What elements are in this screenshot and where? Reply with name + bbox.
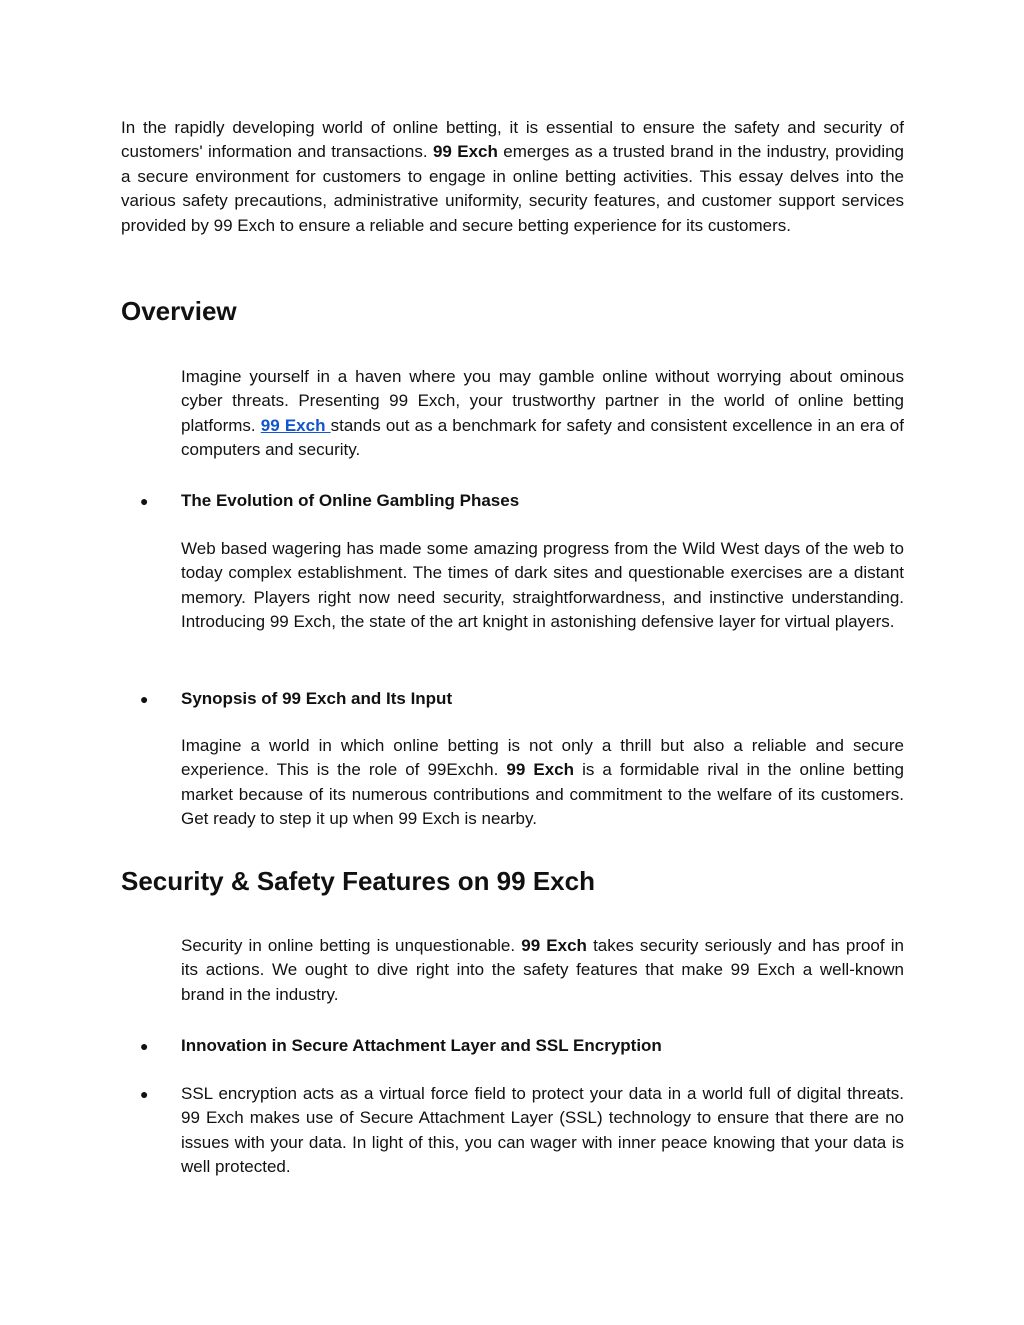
bullet-item-synopsis — [140, 687, 904, 711]
synopsis-text-end: is a formidable rival in the online betting market because of its numerous contributions and commitment to the welfare of its customers. Get ready to step it up when 99 Exch is nearby. — [181, 760, 905, 829]
bullet-item-ssl-text — [140, 1082, 904, 1180]
overview-text-start: Imagine yourself in a haven where you may gamble online without worrying about ominous cyber threats. Presenting 99 Exch, your trustworthy partner in the world of online betting platforms. — [181, 367, 904, 435]
bullet-dot-icon: ● — [140, 1086, 149, 1102]
bullet-heading-ssl: Innovation in Secure Attachment Layer and SSL Encryption — [181, 1036, 662, 1055]
brand-name-bold: 99 Exch — [432, 142, 498, 162]
brand-link[interactable]: 99 Exch — [260, 415, 331, 435]
brand-name-bold: 99 Exch — [521, 936, 587, 955]
bullet-dot-icon: ● — [140, 1038, 149, 1054]
overview-text-end: stands out as a benchmark for safety and consistent excellence in an era of computers and security. — [181, 415, 904, 460]
security-paragraph — [181, 934, 904, 1007]
security-text-end: takes security seriously and has proof in its actions. We ought to dive right into the safety features that make 99 Exch a well-known brand in the industry. — [181, 936, 904, 1004]
intro-text-start: In the rapidly developing world of online betting, it is essential to ensure the safety and security of customers' information and transactions. — [121, 118, 904, 162]
intro-text-end: emerges as a trusted brand in the industry, providing a secure environment for customers to engage in online betting activities. This essay delves into the various safety precautions, administrative uniformity, security features, and customer support services provided by 99 Exch to ensure a reliable and secure betting experience for its customers. — [121, 142, 905, 235]
bullet-item-evolution — [140, 489, 904, 513]
overview-heading: Overview — [121, 296, 237, 326]
bullet-dot-icon: ● — [140, 493, 149, 509]
bullet-dot-icon: ● — [140, 691, 149, 707]
bullet-item-ssl-heading — [140, 1034, 904, 1058]
bullet-text-ssl: SSL encryption acts as a virtual force field to protect your data in a world full of digital threats. 99 Exch makes use of Secure Attachment Layer (SSL) technology to ensure that there are no issues with your data. In light of this, you can wager with inner peace knowing that your data is well protected. — [181, 1084, 904, 1177]
intro-paragraph — [121, 116, 904, 238]
evolution-paragraph: Web based wagering has made some amazing progress from the Wild West days of the web to today complex establishment. The times of dark sites and questionable exercises are a distant memory. Players right now need security, straightforwardness, and instinctive understanding. Introducing 99 Exch, the state of the art knight in astonishing defensive layer for virtual players. — [181, 539, 904, 632]
security-heading: Security & Safety Features on 99 Exch — [121, 866, 595, 896]
synopsis-text-start: Imagine a world in which online betting is not only a thrill but also a reliable and secure experience. This is the role of 99Exchh. — [181, 736, 904, 780]
synopsis-paragraph — [181, 734, 904, 832]
security-text-start: Security in online betting is unquestionable. — [181, 936, 522, 955]
brand-name-bold: 99 Exch — [506, 760, 575, 780]
bullet-heading-synopsis: Synopsis of 99 Exch and Its Input — [181, 689, 453, 708]
bullet-heading-evolution: The Evolution of Online Gambling Phases — [181, 491, 520, 510]
overview-paragraph — [181, 365, 904, 463]
